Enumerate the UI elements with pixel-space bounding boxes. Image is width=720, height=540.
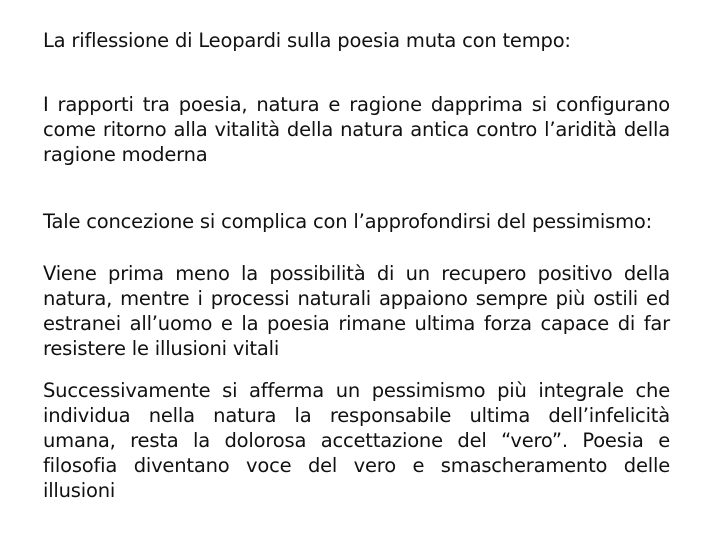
paragraph-1-text: I rapporti tra poesia, natura e ragione dapprima si configurano come ritorno alla vitalità della natura antica contro l’aridità della ragione moderna <box>43 93 670 166</box>
paragraph-4-text: Successivamente si afferma un pessimismo più integrale che individua nella natura la responsabile ultima dell’infelicità umana, resta la dolorosa accettazione del “vero”. Poesia e filosofia diventano voce del vero e smascheramento delle illusioni <box>43 379 670 502</box>
slide-heading-block <box>43 28 670 53</box>
paragraph-pessimismo-integrale <box>43 378 670 503</box>
paragraph-natura-ostile <box>43 261 670 361</box>
paragraph-pessimismo <box>43 209 670 234</box>
paragraph-2-text: Tale concezione si complica con l’approfondirsi del pessimismo: <box>43 210 652 233</box>
paragraph-ragione-natura <box>43 92 670 167</box>
slide-heading: La riflessione di Leopardi sulla poesia muta con tempo: <box>43 29 571 52</box>
paragraph-3-text: Viene prima meno la possibilità di un recupero positivo della natura, mentre i processi naturali appaiono sempre più ostili ed estranei all’uomo e la poesia rimane ultima forza capace di far resistere le illusioni vitali <box>43 262 670 360</box>
